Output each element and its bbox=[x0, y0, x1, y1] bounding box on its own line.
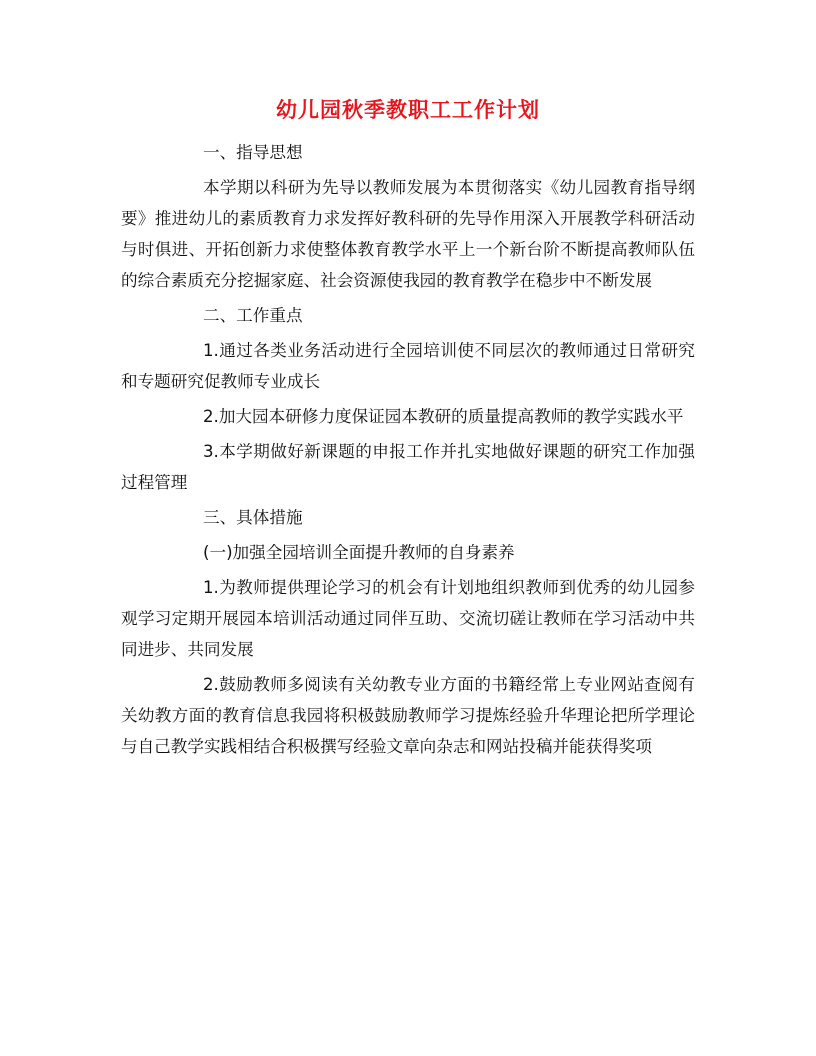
paragraph-work-focus-1: 1.通过各类业务活动进行全园培训使不同层次的教师通过日常研究和专题研究促教师专业成长 bbox=[121, 341, 695, 391]
paragraph-measure-1: 1.为教师提供理论学习的机会有计划地组织教师到优秀的幼儿园参观学习定期开展园本培训活动通过同伴互助、交流切磋让教师在学习活动中共同进步、共同发展 bbox=[121, 578, 695, 659]
subsection-heading-training: (一)加强全园培训全面提升教师的自身素养 bbox=[203, 543, 515, 562]
paragraph-work-focus-3: 3.本学期做好新课题的申报工作并扎实地做好课题的研究工作加强过程管理 bbox=[121, 442, 695, 492]
paragraph-work-focus-2: 2.加大园本研修力度保证园本教研的质量提高教师的教学实践水平 bbox=[203, 407, 684, 426]
paragraph-measure-2: 2.鼓励教师多阅读有关幼教专业方面的书籍经常上专业网站查阅有关幼教方面的教育信息我园将积极鼓励教师学习提炼经验升华理论把所学理论与自己教学实践相结合积极撰写经验文章向杂志和网站投稿并能获得奖项 bbox=[121, 675, 695, 756]
document-title: 幼儿园秋季教职工工作计划 bbox=[276, 97, 540, 122]
document-body bbox=[121, 137, 695, 766]
section-heading-guiding-thought: 一、指导思想 bbox=[203, 143, 303, 162]
section-heading-specific-measures: 三、具体措施 bbox=[203, 508, 303, 527]
section-heading-work-focus: 二、工作重点 bbox=[203, 306, 303, 325]
paragraph-guiding-thought: 本学期以科研为先导以教师发展为本贯彻落实《幼儿园教育指导纲要》推进幼儿的素质教育力求发挥好教科研的先导作用深入开展教学科研活动与时俱进、开拓创新力求使整体教育教学水平上一个新台阶不断提高教师队伍的综合素质充分挖掘家庭、社会资源使我园的教育教学在稳步中不断发展 bbox=[121, 178, 695, 290]
